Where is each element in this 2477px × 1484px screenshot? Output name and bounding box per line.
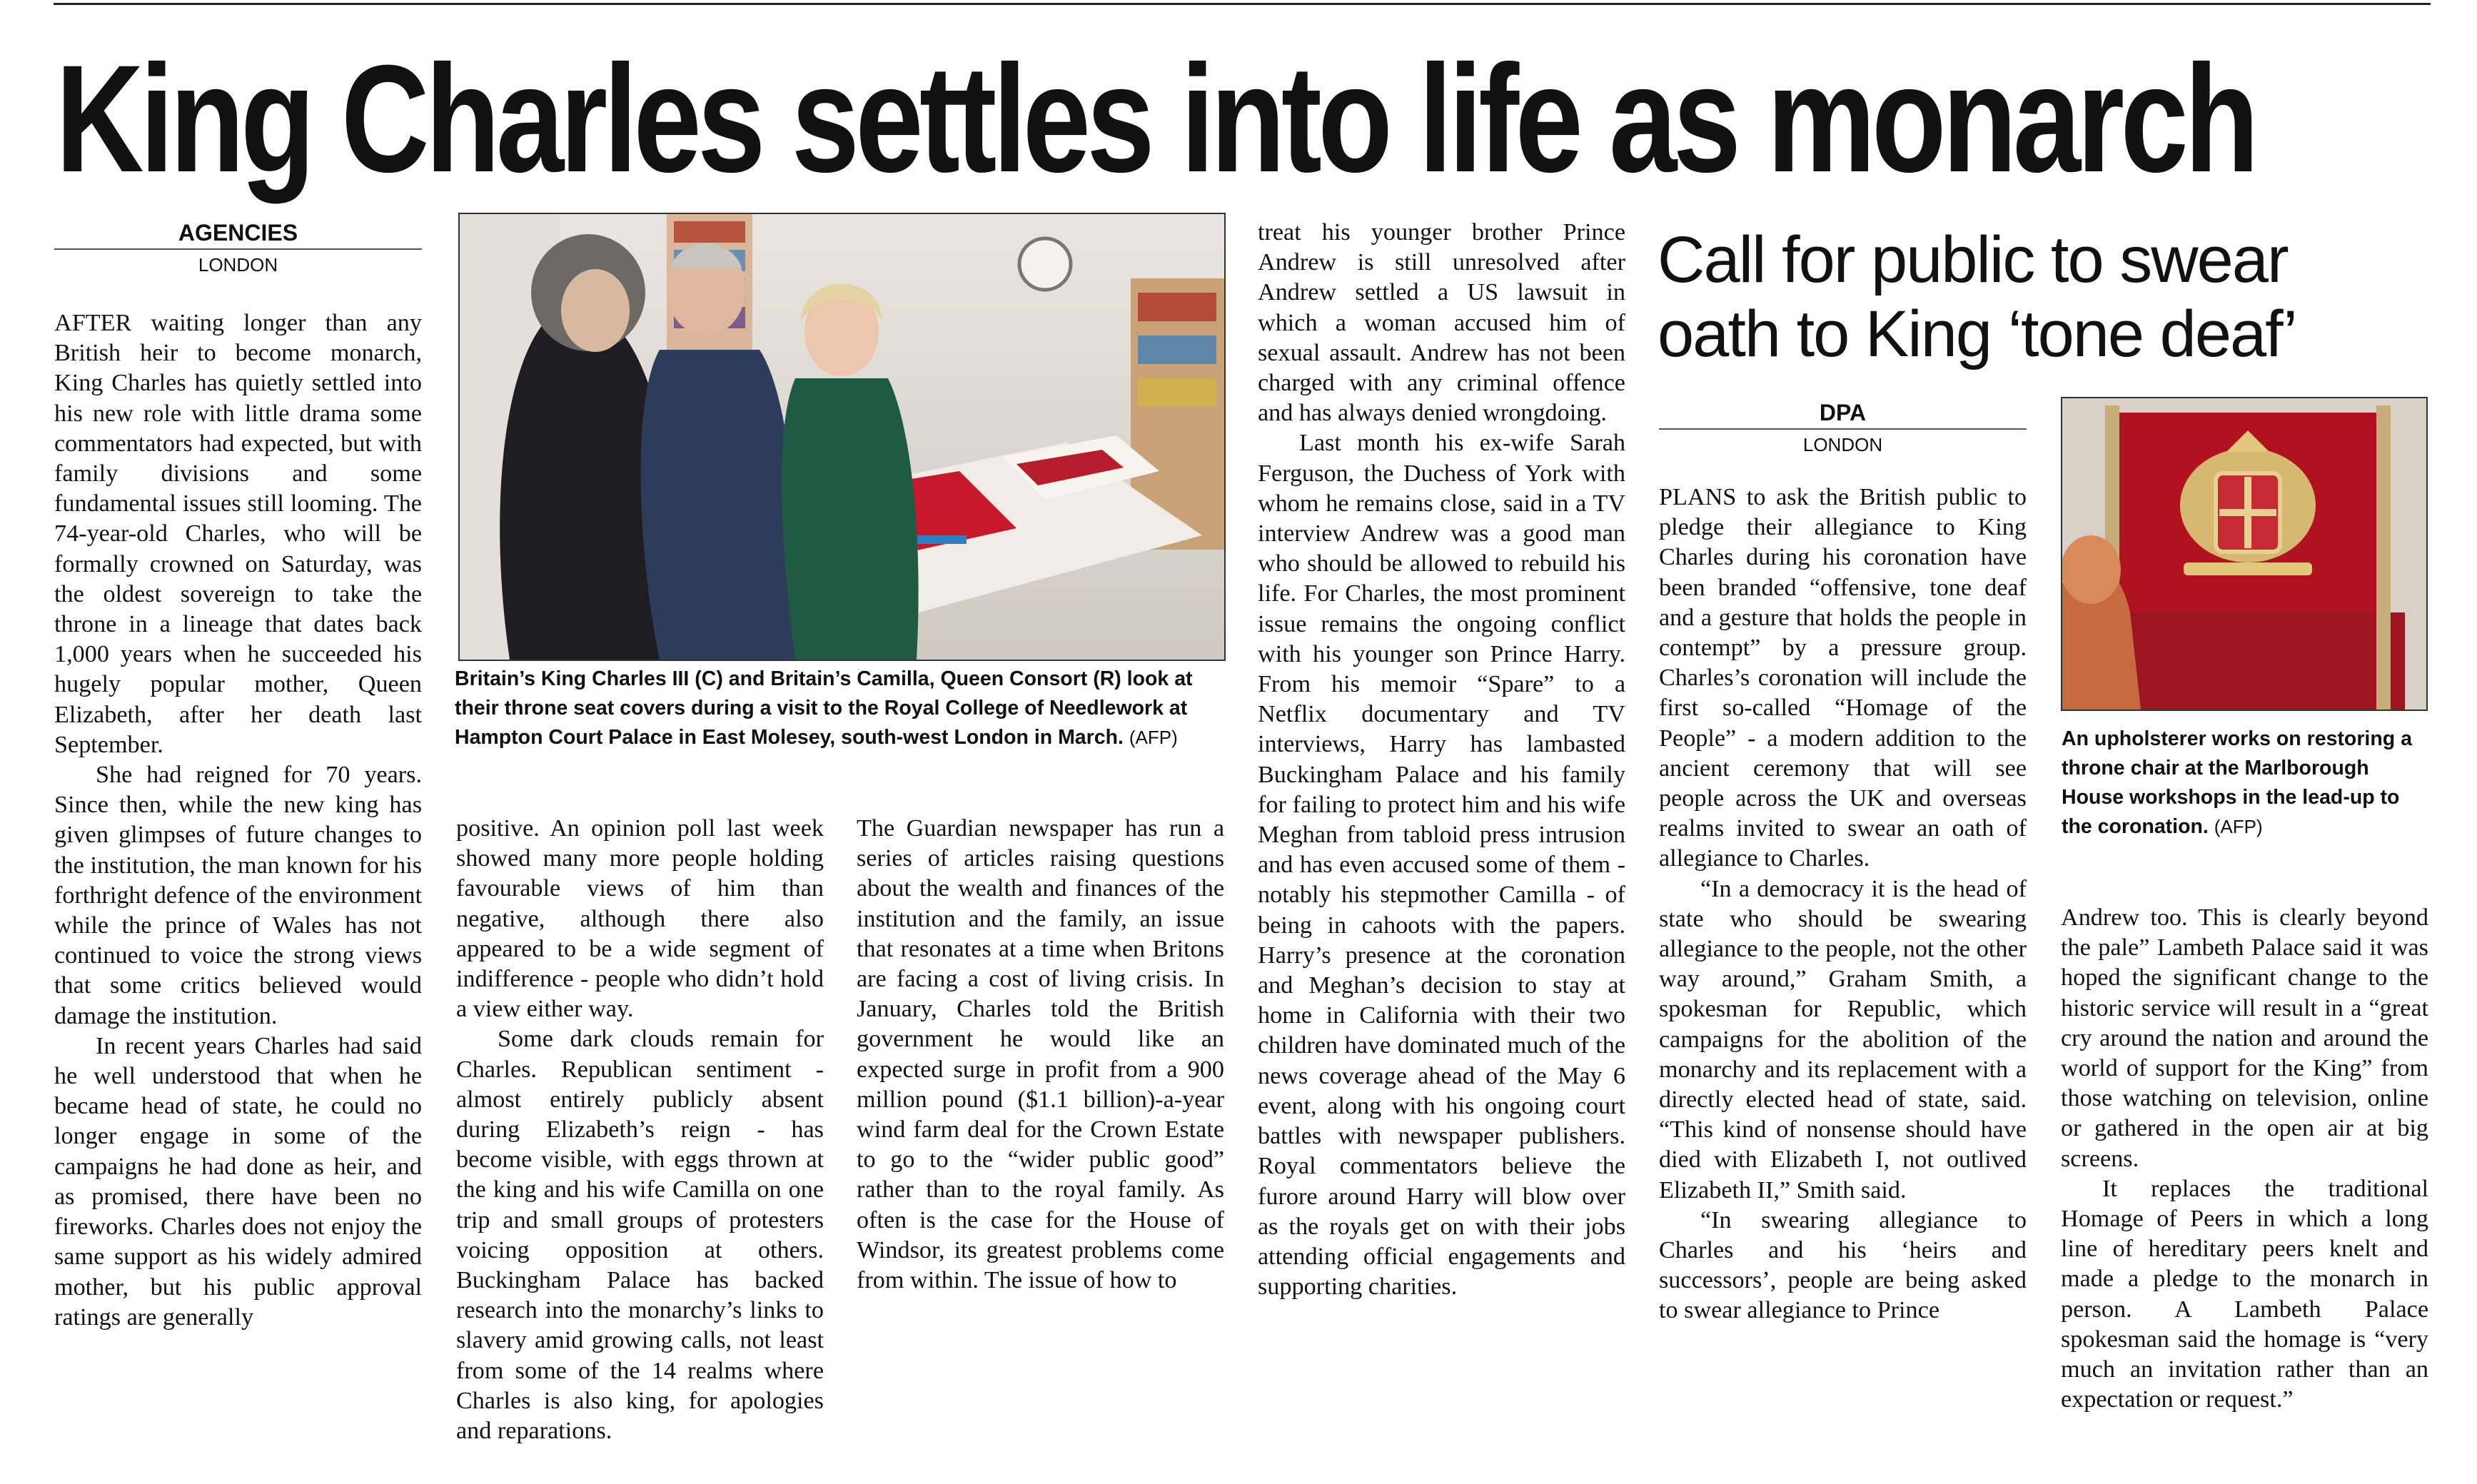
continuation-text: Andrew too. This is clearly beyond the pale” Lambeth Palace said it was hoped the significant change to the historic service will result in a “great cry around the nation and around the world of support for the King” from those watching on television, online or gathered in the open air at big screens. <box>2061 904 2428 1172</box>
story2-agency: DPA <box>1819 400 1867 425</box>
paragraph-continued <box>1258 218 1625 428</box>
continuation-text: treat his younger brother Prince Andrew is still unresolved after Andrew settled a US lawsuit in which a woman accused him of sexual assault. Andrew has not been charged with any criminal offence and has always denied wrongdoing. <box>1258 219 1625 427</box>
paragraph: “In a democracy it is the head of state who should be swearing allegiance to the people, not the other way around,” Graham Smith, a spokesman for Republic, which campaigns for the abolition of the monarchy and its replacement with a directly elected head of state, said. “This kind of nonsense should have died with Elizabeth I, not outlived Elizabeth II,” Smith said. <box>1659 875 2027 1203</box>
story1-agency: AGENCIES <box>178 220 298 246</box>
paragraph: Some dark clouds remain for Charles. Republican sentiment - almost entirely publicly absent during Elizabeth’s reign - has become visible, with eggs thrown at the king and his wife Camilla on one trip and small groups of protesters voicing opposition at others. Buckingham Palace has backed research into the monarchy’s links to slavery amid growing calls, not least from some of the 14 realms where Charles is also king, for apologies and reparations. <box>456 1026 824 1445</box>
caption-text: Britain’s King Charles III (C) and Britain’s Camilla, Queen Consort (R) look at their throne seat covers during a visit to the Royal College of Needlework at Hampton Court Palace in East Molesey, south-west London in March. <box>455 667 1193 749</box>
photo-credit: (AFP) <box>2214 816 2263 837</box>
paragraph: It replaces the traditional Homage of Peers in which a long line of hereditary peers knelt and made a pledge to the monarch in person. A Lambeth Palace spokesman said the homage is “very much an invitation rather than an expectation or request.” <box>2061 1175 2428 1413</box>
paragraph: Last month his ex-wife Sarah Ferguson, the Duchess of York with whom he remains close, said in a TV interview Andrew was a good man who should be allowed to rebuild his life. For Charles, the most prominent issue remains the ongoing conflict with his younger son Prince Harry. From his memoir “Spare” to a Netflix documentary and TV interviews, Harry has lambasted Buckingham Palace and his family for failing to protect him and his wife Meghan from tabloid press intrusion and has even accused some of them - notably his stepmother Camilla - of being in cahoots with the papers. Harry’s presence at the coronation and Meghan’s decision to stay at home in California with their two children have dominated much of the news coverage ahead of the May 6 event, along with his ongoing court battles with newspaper publishers. Royal commentators believe the furore around Harry will blow over as the royals get on with their jobs attending official engagements and supporting charities. <box>1258 430 1625 1301</box>
story2-headline <box>1658 223 2296 371</box>
story1-column-3 <box>857 814 1224 1449</box>
story2-column-2 <box>2061 903 2428 1449</box>
main-headline: King Charles settles into life as monarch <box>56 34 2256 204</box>
story1-photo <box>458 213 1226 661</box>
story1-photo-caption <box>455 665 1226 752</box>
story2-location: LONDON <box>1802 434 1883 455</box>
story2-headline-line-1: Call for public to swear <box>1658 223 2288 296</box>
paragraph: She had reigned for 70 years. Since then, while the new king has given glimpses of future changes to the institution, the man known for his forthright defence of the environment while the prince of Wales has not continued to voice the strong views that some critics believed would damage the institution. <box>54 762 422 1029</box>
continuation-text: positive. An opinion poll last week showed many more people holding favourable views of him than negative, although there also appeared to be a wide segment of indifference - people who didn’t hold a view either way. <box>456 815 824 1023</box>
story1-column-1 <box>54 308 422 1449</box>
story1-byline <box>54 220 422 276</box>
story2-headline-line-2: oath to King ‘tone deaf’ <box>1658 298 2296 370</box>
paragraph: In recent years Charles had said he well understood that when he became head of state, he could no longer engage in some of the campaigns he had done as heir, and as promised, there have been no fireworks. Charles does not enjoy the same support as his widely admired mother, but his public approval ratings are generally <box>54 1032 422 1331</box>
paragraph: “In swearing allegiance to Charles and his ‘heirs and successors’, people are being asked to swear allegiance to Prince <box>1659 1206 2027 1324</box>
paragraph-continued <box>456 814 824 1024</box>
top-rule <box>54 3 2431 5</box>
paragraph: PLANS to ask the British public to pledge their allegiance to King Charles during his coronation have been branded “offensive, tone deaf and a gesture that holds the people in contempt” by a pressure group. Charles’s coronation will include the first so-called “Homage of the People” - a modern addition to the ancient ceremony that will see people across the UK and overseas realms invited to swear an oath of allegiance to Charles. <box>1659 484 2027 872</box>
story2-photo-caption <box>2062 725 2429 842</box>
paragraph: The Guardian newspaper has run a series of articles raising questions about the wealth and finances of the institution and the family, an issue that resonates at a time when Britons are facing a cost of living crisis. In January, Charles told the British government he would like an expected surge in profit from a 900 million pound ($1.1 billion)-a-year wind farm deal for the Crown Estate to go to the “wider public good” rather than to the royal family. As often is the case for the House of Windsor, its greatest problems come from within. The issue of how to <box>857 815 1224 1294</box>
story1-column-2 <box>456 814 824 1449</box>
story1-column-4 <box>1258 218 1625 1449</box>
byline-rule <box>54 248 422 250</box>
caption-text: An upholsterer works on restoring a throne chair at the Marlborough House workshops in the lead-up to the coronation. <box>2062 727 2412 838</box>
photo-credit: (AFP) <box>1129 727 1178 748</box>
story2-byline <box>1659 400 2027 455</box>
byline-rule <box>1659 428 2027 430</box>
paragraph: AFTER waiting longer than any British heir to become monarch, King Charles has quietly settled into his new role with little drama some commentators had expected, but with family divisions and some fundamental issues still looming. The 74-year-old Charles, who will be formally crowned on Saturday, was the oldest sovereign to take the throne in a lineage that dates back 1,000 years when he succeeded his hugely popular mother, Queen Elizabeth, after her death last September. <box>54 310 422 758</box>
story2-photo <box>2061 397 2428 711</box>
paragraph-continued <box>2061 903 2428 1174</box>
story2-column-1 <box>1659 483 2027 1449</box>
story1-location: LONDON <box>198 254 278 276</box>
